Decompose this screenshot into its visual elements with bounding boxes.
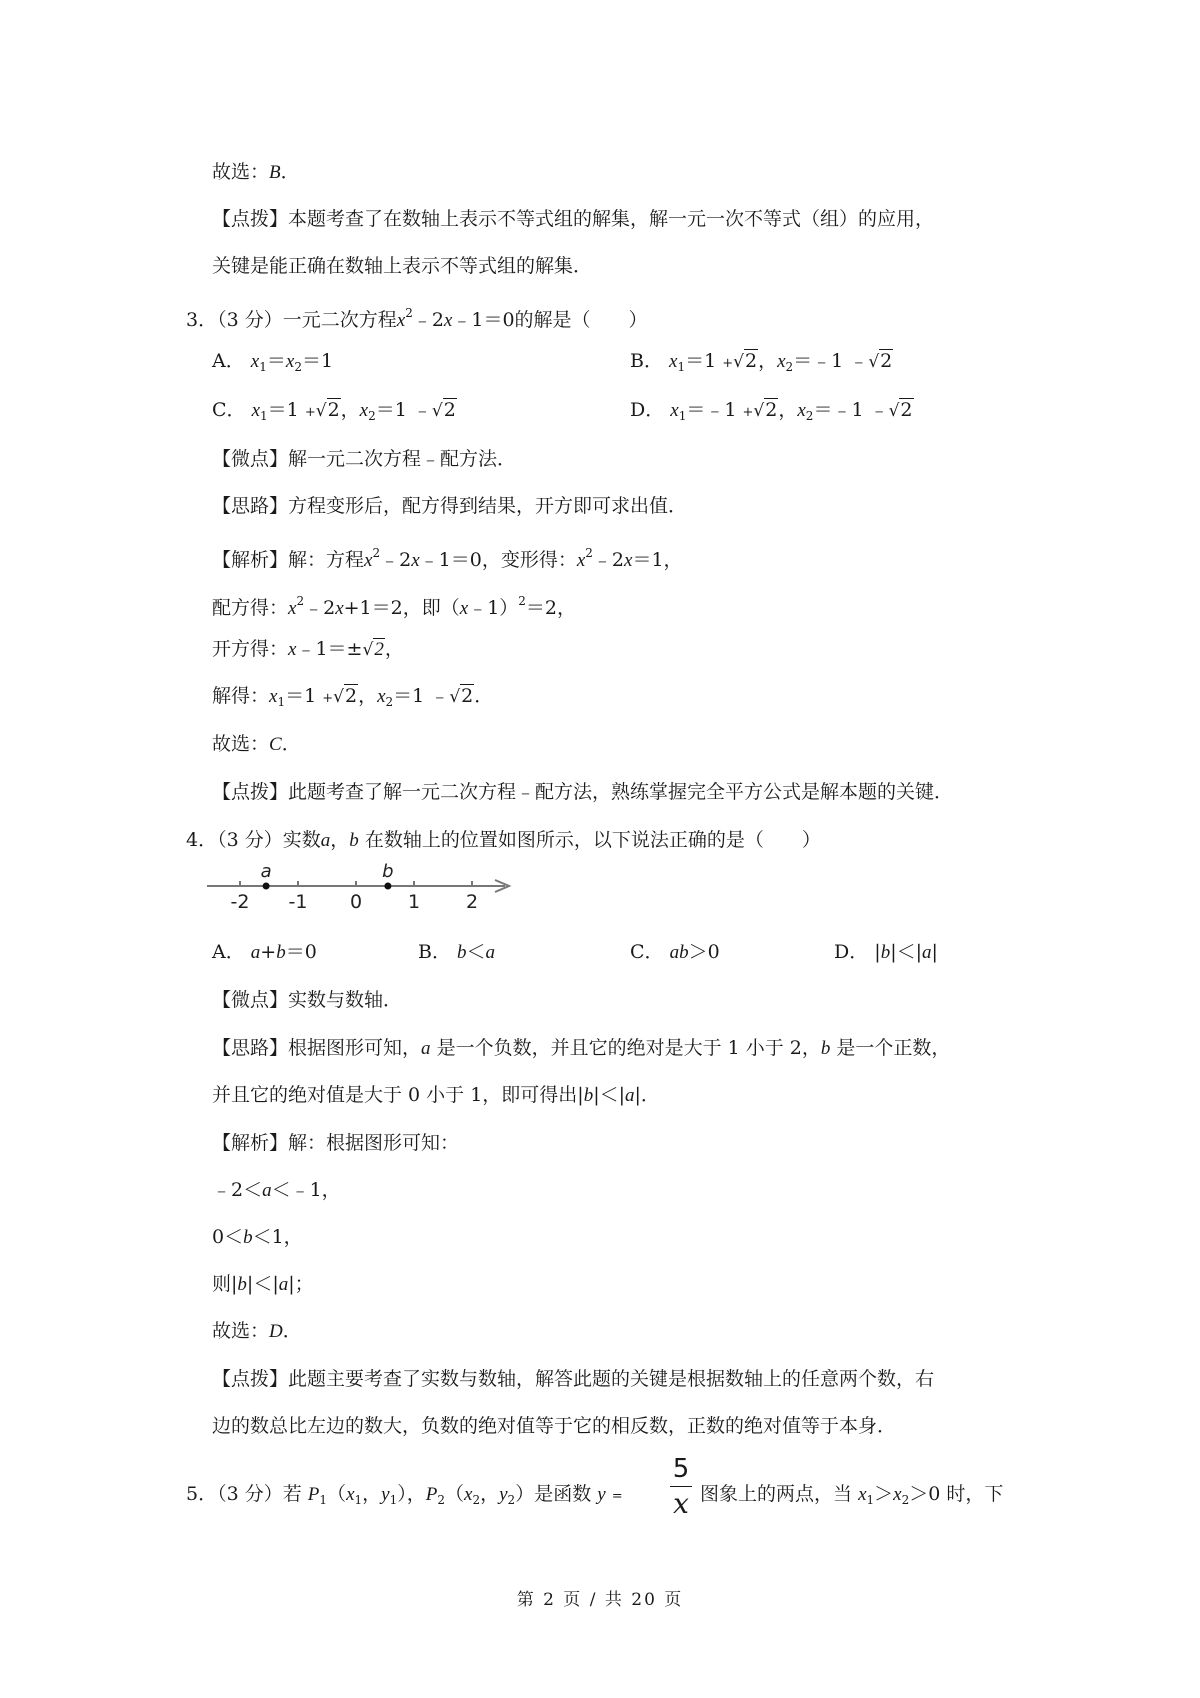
option-label: B．	[630, 350, 663, 372]
question-3-stem: 3．（3 分）一元二次方程$x^2﹣2x﹣1=0$的解是（ ）	[186, 306, 648, 331]
stem-text: 时，下	[946, 1483, 1004, 1505]
stem-text: 是函数	[534, 1483, 592, 1505]
tick-label: -2	[230, 891, 250, 913]
answer-letter: C	[269, 734, 282, 755]
question-score: （3 分）	[217, 309, 283, 331]
step-text: 则	[212, 1273, 232, 1295]
stem-text: 实数	[282, 829, 321, 851]
step-text: 配方得：	[212, 597, 289, 619]
idea-line	[212, 494, 687, 518]
tick-label: 2	[465, 891, 479, 913]
answer-label: 故选：	[212, 733, 270, 755]
question-number: 3．	[186, 309, 218, 331]
step-line-1: ﹣2＜a＜﹣1，	[212, 1179, 341, 1201]
idea-text: 根据图形可知，	[288, 1037, 422, 1059]
option-label: D．	[630, 399, 665, 421]
option-label: C．	[630, 941, 664, 963]
point-label-a: a	[260, 862, 272, 882]
answer-line: 故选：D．	[212, 1320, 302, 1342]
point-label-b: b	[382, 862, 394, 882]
analysis-text: 解：方程	[288, 549, 365, 571]
question-score: （3 分）	[217, 829, 283, 851]
answer-label: 故选：	[212, 161, 270, 183]
step-text: 解得：	[212, 685, 270, 707]
analysis-text: ，变形得：	[481, 549, 577, 571]
point-tag: 【微点】	[212, 448, 289, 470]
tick-label: -1	[288, 891, 308, 913]
tip-line-2	[212, 254, 592, 278]
stem-text: 一元二次方程	[282, 309, 397, 331]
point-line	[212, 988, 402, 1012]
question-score: （3 分）	[217, 1483, 283, 1505]
tip-line	[212, 780, 953, 804]
option-label: A．	[212, 350, 245, 372]
option-label: D．	[834, 941, 869, 963]
tick-label: 0	[349, 891, 363, 913]
step-line-4: 解得：$x_1=1 +√2$，$x_2=1$ ﹣√2．	[212, 685, 494, 709]
tip-text: 此题主要考查了实数与数轴，解答此题的关键是根据数轴上的任意两个数，右	[288, 1368, 935, 1390]
point-line	[212, 447, 516, 471]
question-number: 4．	[186, 829, 218, 851]
tick-label: 1	[407, 891, 421, 913]
question-5-stem-left: 5．（3 分）若 $P_1(x_1$，$y_1$），$P_2(x_2$，$y_2$）是函数 y =	[186, 1483, 623, 1507]
answer-line: 故选：B．	[212, 161, 300, 183]
option-label: C．	[212, 399, 246, 421]
step-line-3: 开方得：x﹣1＝±√2，	[212, 638, 404, 660]
tip-tag: 【点拨】	[212, 781, 289, 803]
option-b: B． $x_1=1 +√2$，$x_2=﹣1$ ﹣√2	[630, 350, 893, 374]
point-a	[263, 883, 270, 890]
answer-letter: D	[269, 1321, 283, 1342]
point-text: 实数与数轴．	[288, 989, 403, 1011]
option-b: B． b＜a	[418, 941, 496, 963]
tip-text: 此题考查了解一元二次方程﹣配方法，熟练掌握完全平方公式是解本题的关键．	[288, 781, 954, 803]
idea-line-2: 并且它的绝对值是大于 0 小于 1，即可得出|b|＜|a|．	[212, 1084, 660, 1106]
stem-text: 的解是（ ）	[514, 309, 648, 331]
analysis-tag: 【解析】	[212, 1132, 289, 1154]
tip-tag: 【点拨】	[212, 1368, 289, 1390]
point-b	[384, 883, 391, 890]
tip-text: 本题考查了在数轴上表示不等式组的解集，解一元一次不等式（组）的应用，	[288, 208, 935, 230]
idea-tag: 【思路】	[212, 495, 289, 517]
option-d: D． $x_1=﹣1 +√2$，$x_2=﹣1$ ﹣√2	[630, 399, 913, 423]
tip-line-2	[212, 1414, 896, 1438]
point-tag: 【微点】	[212, 989, 289, 1011]
answer-line: 故选：C．	[212, 733, 301, 755]
idea-text: 方程变形后，配方得到结果，开方即可求出值．	[288, 495, 688, 517]
analysis-line: 【解析】解：方程$x^2﹣2x﹣1=0$，变形得：$x^2﹣2x=1$，	[212, 546, 683, 571]
answer-letter: B	[269, 162, 281, 183]
step-line-3: 则|b|＜|a|；	[212, 1273, 314, 1295]
analysis-tag: 【解析】	[212, 549, 289, 571]
step-line-2: 配方得：$x^2﹣2x+1=2$，即（x﹣1）$^2$＝2，	[212, 594, 577, 619]
fraction-numerator: 5	[672, 1454, 690, 1484]
number-line-figure	[205, 862, 515, 918]
step-text: 开方得：	[212, 638, 289, 660]
step-text: ，即（	[402, 597, 460, 619]
fraction	[666, 1454, 696, 1519]
idea-tag: 【思路】	[212, 1037, 289, 1059]
tip-tag: 【点拨】	[212, 208, 289, 230]
idea-text: 并且它的绝对值是大于 0 小于 1，即可得出	[212, 1084, 578, 1106]
analysis-text: 解：根据图形可知：	[288, 1132, 460, 1154]
option-label: B．	[418, 941, 451, 963]
option-c: C． $x_1=1 +√2$，$x_2=1$ ﹣√2	[212, 399, 456, 423]
question-4-stem: 4．（3 分）实数a，b 在数轴上的位置如图所示，以下说法正确的是（ ）	[186, 829, 821, 851]
fraction-denominator: x	[673, 1487, 689, 1520]
stem-text: 在数轴上的位置如图所示，以下说法正确的是（ ）	[364, 829, 821, 851]
step-line-2: 0＜b＜1，	[212, 1226, 303, 1248]
idea-text: 是一个正数，	[836, 1037, 951, 1059]
option-a: A． a+b＝0	[212, 941, 317, 963]
option-c: C． ab＞0	[630, 941, 720, 963]
question-5-stem-right: 图象上的两点，当 $x_1>x_2>0$ 时，下	[700, 1483, 1004, 1507]
stem-text: 若	[282, 1483, 302, 1505]
tip-line	[212, 1367, 934, 1391]
tip-text: 边的数总比左边的数大，负数的绝对值等于它的相反数，正数的绝对值等于本身．	[212, 1415, 897, 1437]
idea-line: 【思路】根据图形可知，a 是一个负数，并且它的绝对是大于 1 小于 2，b 是一个正数，	[212, 1037, 951, 1059]
analysis-line	[212, 1131, 459, 1155]
tip-line	[212, 207, 934, 231]
page-footer: 第 2 页 / 共 20 页	[516, 1590, 684, 1610]
option-d: D． |b|＜|a|	[834, 941, 938, 963]
option-a: A． $x_1=x_2=1$	[212, 350, 334, 374]
tip-text: 关键是能正确在数轴上表示不等式组的解集．	[212, 255, 593, 277]
stem-text: 图象上的两点，当	[700, 1483, 853, 1505]
point-text: 解一元二次方程﹣配方法．	[288, 448, 517, 470]
idea-text: 是一个负数，并且它的绝对是大于 1 小于 2，	[436, 1037, 821, 1059]
answer-label: 故选：	[212, 1320, 270, 1342]
question-number: 5．	[186, 1483, 218, 1505]
option-label: A．	[212, 941, 245, 963]
